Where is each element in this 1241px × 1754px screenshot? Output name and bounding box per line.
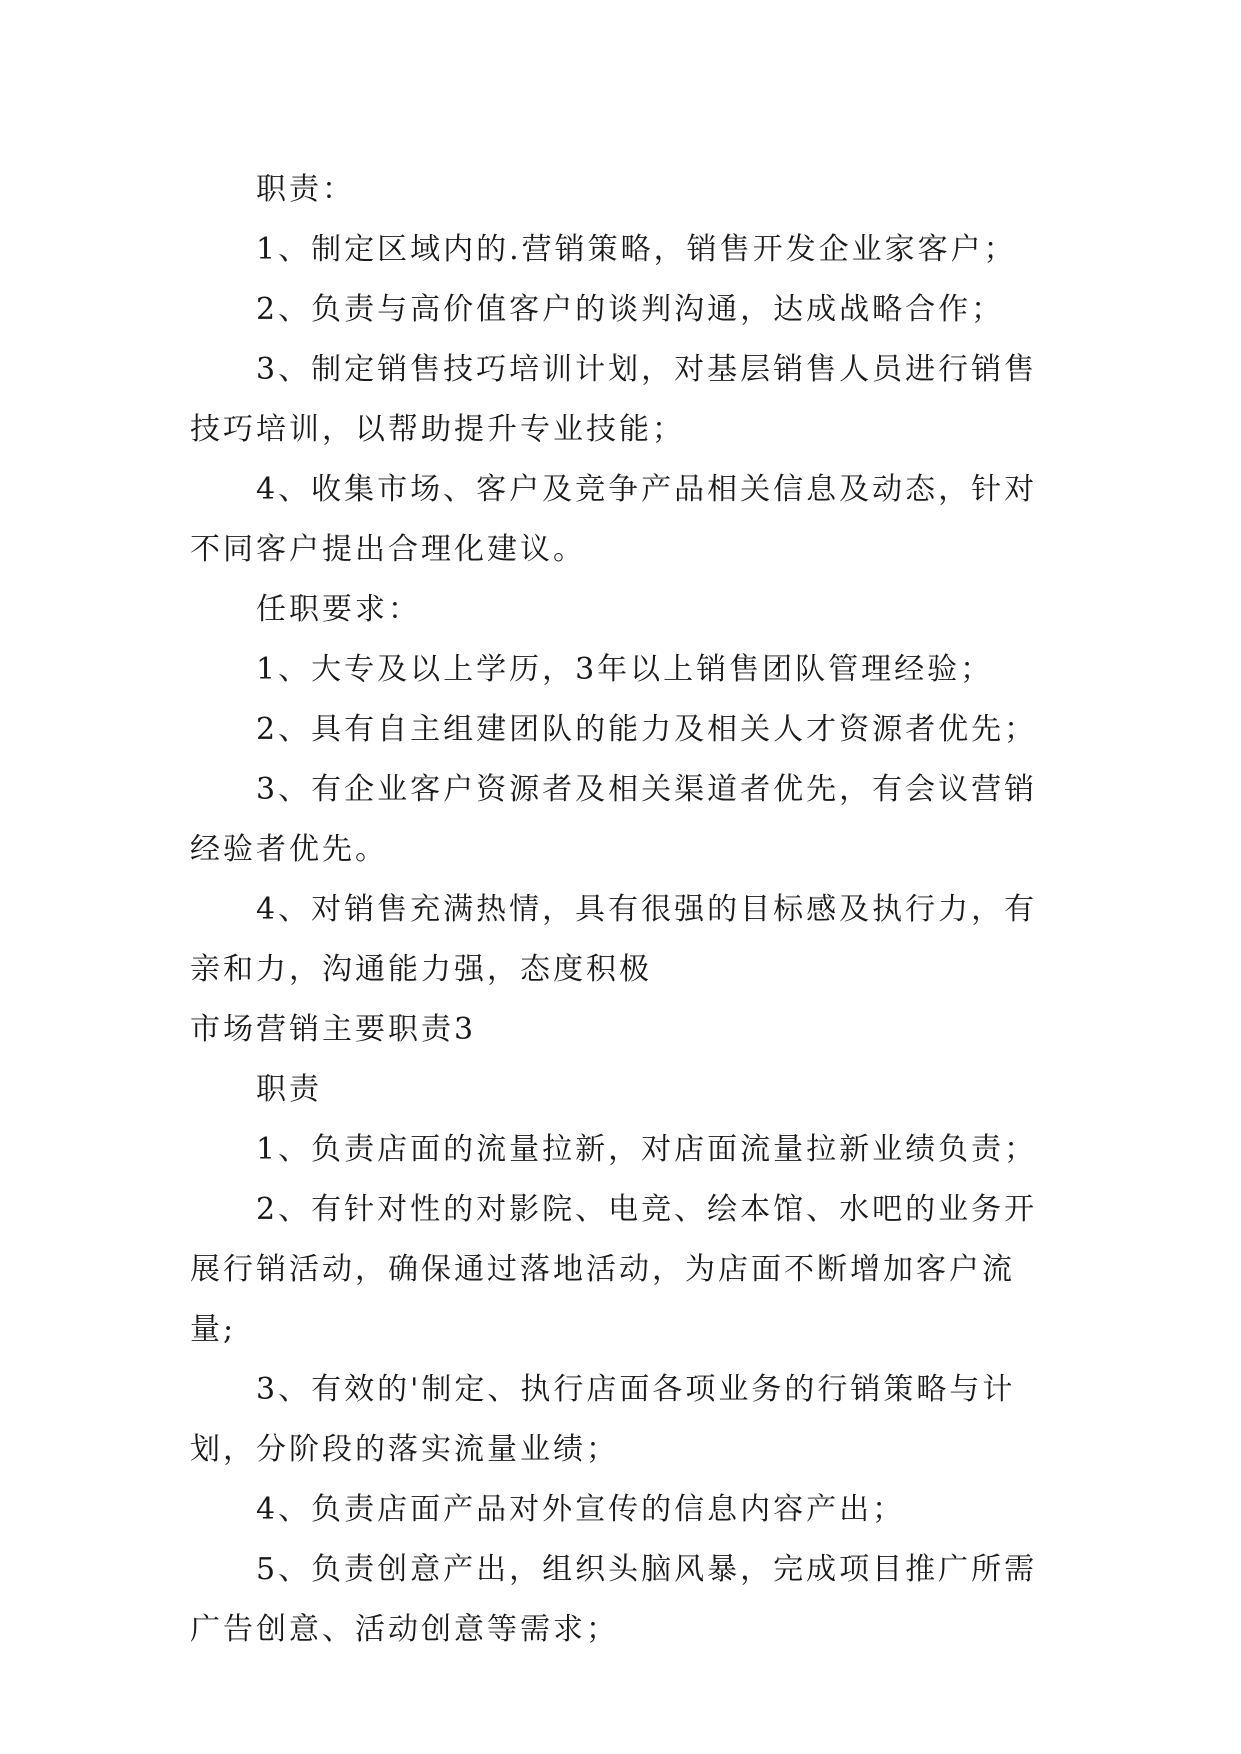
paragraph: 3、制定销售技巧培训计划，对基层销售人员进行销售技巧培训，以帮助提升专业技能； [190,352,1038,447]
paragraph: 3、有企业客户资源者及相关渠道者优先，有会议营销经验者优先。 [190,772,1038,867]
paragraph: 职责 [256,1072,322,1107]
paragraph: 1、制定区域内的.营销策略，销售开发企业家客户； [256,232,1017,267]
document-body [190,160,1050,1660]
paragraph: 2、负责与高价值客户的谈判沟通，达成战略合作； [256,292,1005,327]
paragraph: 5、负责创意产出，组织头脑风暴，完成项目推广所需广告创意、活动创意等需求； [190,1552,1038,1647]
paragraph: 1、负责店面的流量拉新，对店面流量拉新业绩负责； [256,1132,1038,1167]
paragraph: 2、有针对性的对影院、电竞、绘本馆、水吧的业务开展行销活动，确保通过落地活动，为店面不断增加客户流量; [190,1192,1038,1347]
paragraph: 2、具有自主组建团队的能力及相关人才资源者优先； [256,712,1038,747]
paragraph: 1、大专及以上学历，3年以上销售团队管理经验； [256,652,994,687]
paragraph: 任职要求： [256,592,421,627]
paragraph: 4、负责店面产品对外宣传的信息内容产出； [256,1492,906,1527]
paragraph: 4、对销售充满热情，具有很强的目标感及执行力，有亲和力，沟通能力强，态度积极 [190,892,1038,987]
section-heading: 市场营销主要职责3 [190,1012,477,1047]
paragraph: 职责： [256,172,355,207]
paragraph: 3、有效的'制定、执行店面各项业务的行销策略与计划，分阶段的落实流量业绩； [190,1372,1016,1467]
paragraph: 4、收集市场、客户及竞争产品相关信息及动态，针对不同客户提出合理化建议。 [190,472,1038,567]
